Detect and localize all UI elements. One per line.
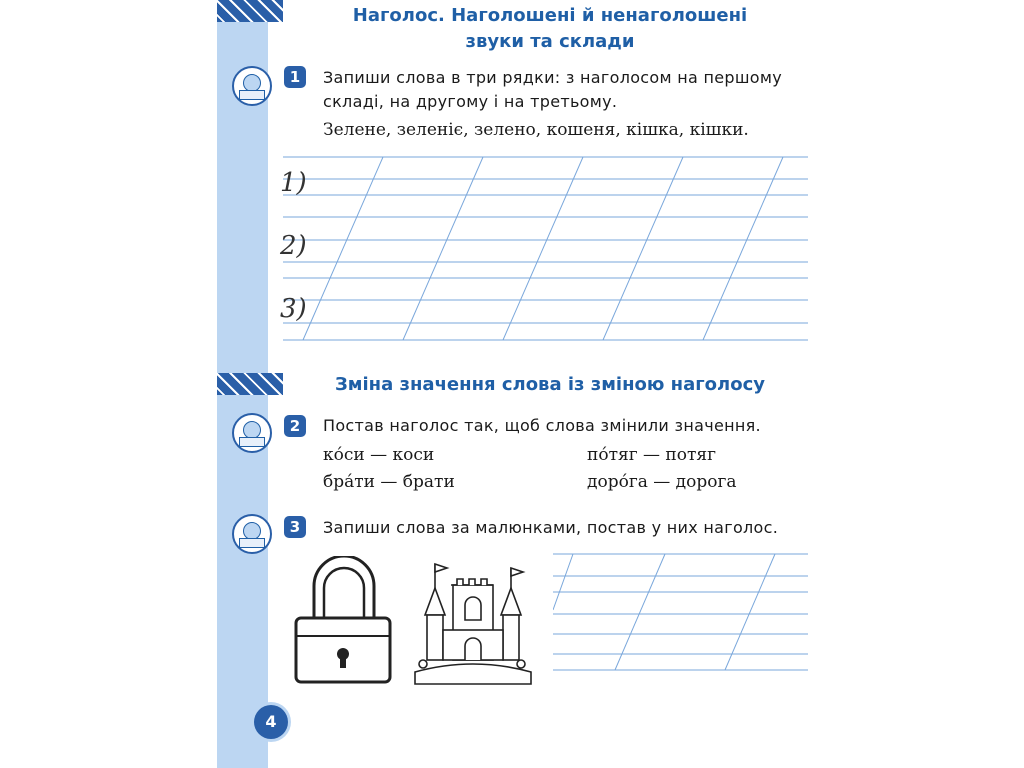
writing-lines-1[interactable] (283, 150, 808, 350)
word-pair-3: бра́ти — брати (323, 472, 455, 492)
padlock-picture (294, 556, 394, 690)
row-label-2: 2) (280, 231, 307, 261)
task1-instruction-line-1: Запиши слова в три рядки: з наголосом на першому (323, 68, 783, 87)
page-number: 4 (254, 705, 288, 739)
section-title-1 (300, 3, 800, 55)
section-title-2: Зміна значення слова із зміною наголосу (335, 374, 765, 395)
mascot-icon (232, 66, 272, 106)
task3-instruction: Запиши слова за малюнками, постав у них наголос. (323, 518, 779, 537)
word-pair-4: доро́га — дорога (587, 472, 737, 492)
task-number-2: 2 (284, 415, 306, 437)
title-line-2: звуки та склади (465, 31, 635, 52)
castle-picture (413, 560, 533, 690)
task-number-1: 1 (284, 66, 306, 88)
row-label-3: 3) (280, 294, 307, 324)
word-pair-2: по́тяг — потяг (587, 445, 717, 465)
word-pair-1: ко́си — коси (323, 445, 435, 465)
task1-instruction-line-2: складі, на другому і на третьому. (323, 92, 618, 111)
title-line-1: Наголос. Наголошені й ненаголошені (352, 5, 748, 26)
mascot-icon (232, 413, 272, 453)
task1-instruction (323, 66, 808, 114)
ornament-middle (217, 373, 283, 395)
row-label-1: 1) (280, 168, 307, 198)
task2-instruction: Постав наголос так, щоб слова змінили значення. (323, 416, 761, 435)
task1-words: Зелене, зеленіє, зелено, кошеня, кішка, кішки. (323, 120, 749, 140)
task-number-3: 3 (284, 516, 306, 538)
mascot-icon (232, 514, 272, 554)
writing-lines-3[interactable] (553, 550, 808, 680)
ornament-top (217, 0, 283, 22)
